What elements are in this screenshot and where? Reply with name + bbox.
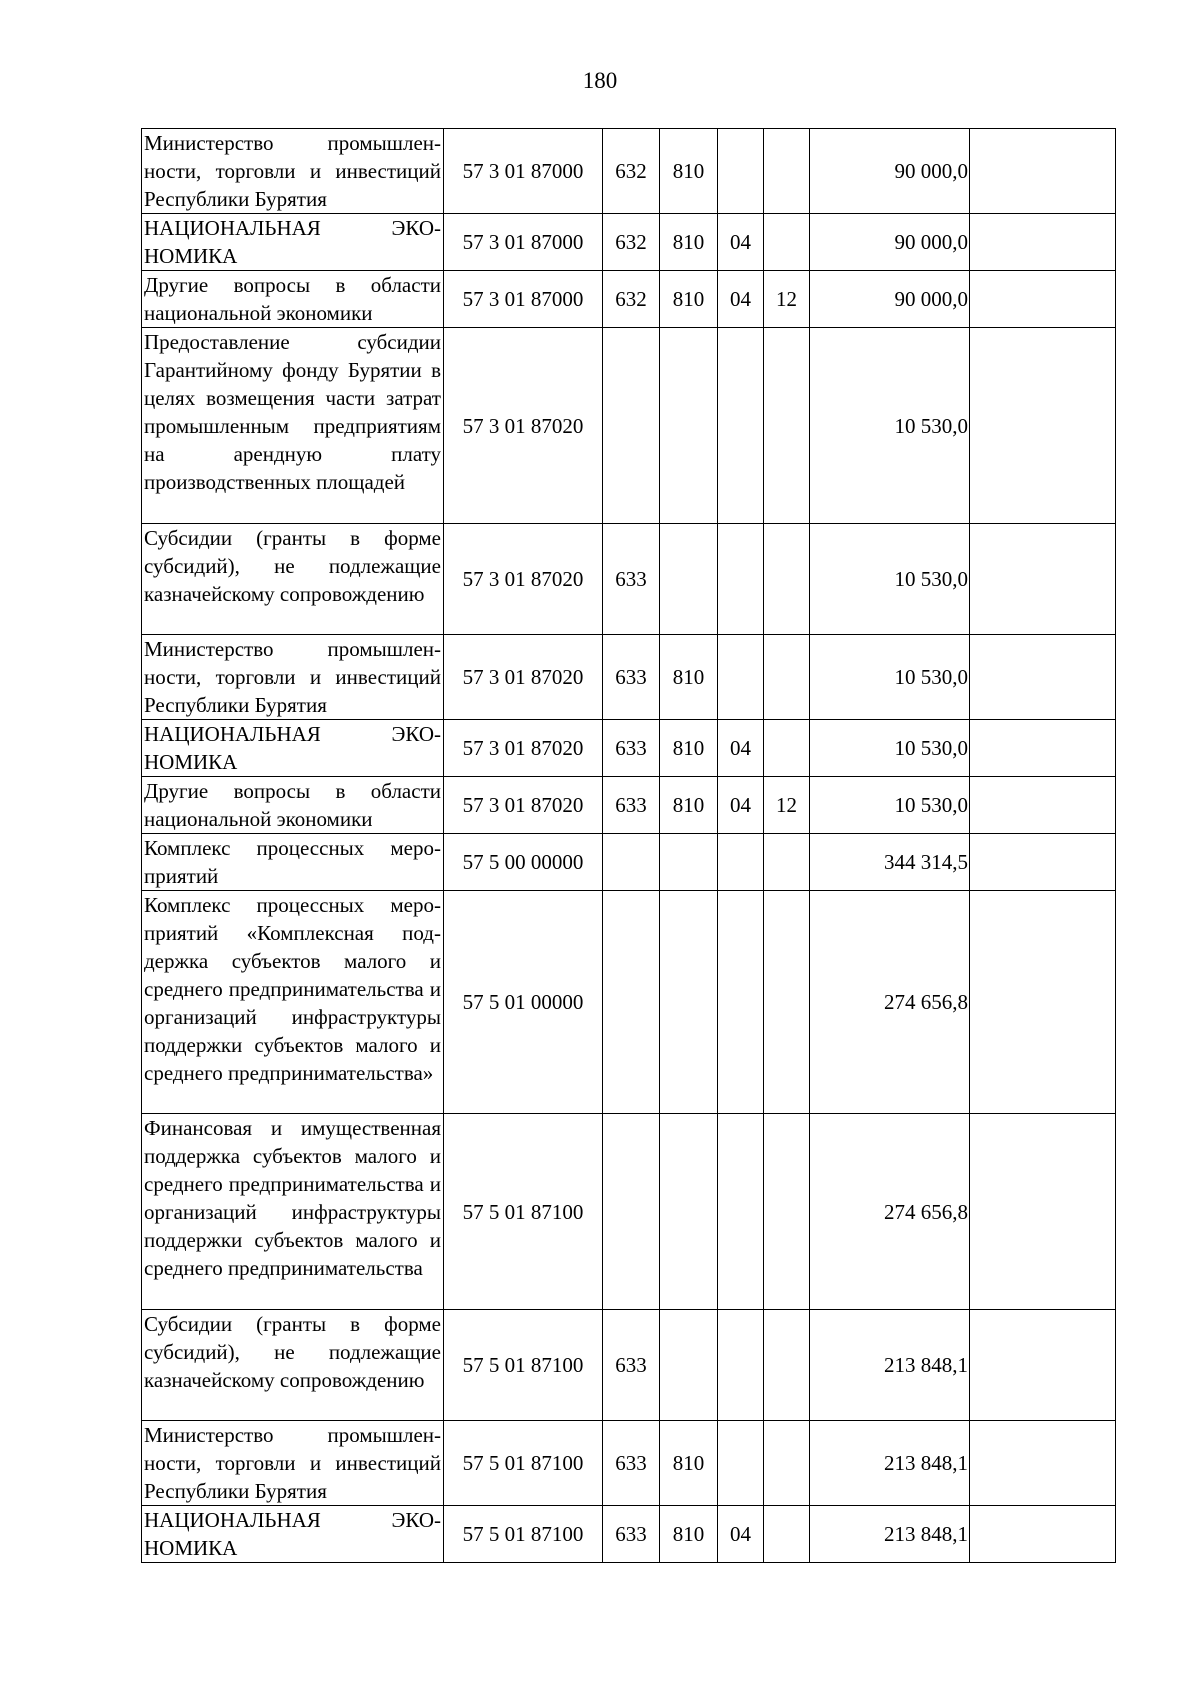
row-administrator-code: 810 [660, 214, 718, 271]
row-empty-cell [970, 214, 1116, 271]
table-row [142, 328, 1116, 524]
row-amount: 213 848,1 [810, 1310, 970, 1421]
row-amount: 10 530,0 [810, 720, 970, 777]
row-amount: 10 530,0 [810, 635, 970, 720]
row-section: 04 [718, 1506, 764, 1563]
row-expense-type: 633 [603, 1310, 660, 1421]
row-name: Министерство промышленности, торговли и инвестиций Республики Бурятия [142, 1421, 444, 1506]
row-amount: 213 848,1 [810, 1506, 970, 1563]
row-subsection [764, 1114, 810, 1310]
row-expense-type: 632 [603, 214, 660, 271]
row-expense-type: 632 [603, 271, 660, 328]
row-subsection [764, 1421, 810, 1506]
row-administrator-code: 810 [660, 720, 718, 777]
row-section [718, 891, 764, 1114]
row-subsection [764, 1310, 810, 1421]
page-number: 180 [582, 68, 618, 93]
row-empty-cell [970, 271, 1116, 328]
row-section [718, 635, 764, 720]
row-expense-type: 633 [603, 777, 660, 834]
row-administrator-code: 810 [660, 1506, 718, 1563]
table-row [142, 891, 1116, 1114]
row-name: Субсидии (гранты в форме субсидий), не подлежащие казначейскому сопровождению [142, 524, 444, 635]
row-target-code: 57 5 01 87100 [444, 1421, 603, 1506]
row-name: Министерство промышленности, торговли и инвестиций Республики Бурятия [142, 129, 444, 214]
row-subsection: 12 [764, 271, 810, 328]
table-row [142, 271, 1116, 328]
row-target-code: 57 5 01 00000 [444, 891, 603, 1114]
table-row [142, 1506, 1116, 1563]
table-body [142, 129, 1116, 1563]
row-name: Финансовая и имущественная поддержка субъектов малого и среднего предпринимательства и организаций инфраструктуры поддержки субъектов малого и среднего предпринимательства [142, 1114, 444, 1310]
table-row [142, 214, 1116, 271]
row-amount: 10 530,0 [810, 328, 970, 524]
row-empty-cell [970, 834, 1116, 891]
row-administrator-code [660, 1114, 718, 1310]
row-target-code: 57 5 01 87100 [444, 1310, 603, 1421]
row-amount: 213 848,1 [810, 1421, 970, 1506]
row-subsection [764, 635, 810, 720]
row-administrator-code: 810 [660, 129, 718, 214]
row-section: 04 [718, 271, 764, 328]
table-row [142, 1421, 1116, 1506]
row-administrator-code: 810 [660, 271, 718, 328]
table-row [142, 834, 1116, 891]
row-expense-type: 633 [603, 1506, 660, 1563]
table-row [142, 524, 1116, 635]
row-amount: 10 530,0 [810, 777, 970, 834]
row-amount: 344 314,5 [810, 834, 970, 891]
row-name: НАЦИОНАЛЬНАЯ ЭКОНОМИКА [142, 1506, 444, 1563]
row-expense-type [603, 834, 660, 891]
row-expense-type: 632 [603, 129, 660, 214]
row-name: Субсидии (гранты в форме субсидий), не подлежащие казначейскому сопровождению [142, 1310, 444, 1421]
row-subsection [764, 1506, 810, 1563]
row-administrator-code: 810 [660, 1421, 718, 1506]
row-target-code: 57 3 01 87000 [444, 214, 603, 271]
budget-table [141, 128, 1116, 1563]
row-amount: 90 000,0 [810, 271, 970, 328]
row-target-code: 57 3 01 87020 [444, 720, 603, 777]
row-subsection: 12 [764, 777, 810, 834]
row-section [718, 524, 764, 635]
row-expense-type [603, 328, 660, 524]
row-section [718, 1114, 764, 1310]
row-target-code: 57 5 00 00000 [444, 834, 603, 891]
row-administrator-code [660, 834, 718, 891]
row-administrator-code: 810 [660, 635, 718, 720]
row-target-code: 57 5 01 87100 [444, 1114, 603, 1310]
row-expense-type: 633 [603, 720, 660, 777]
row-amount: 90 000,0 [810, 129, 970, 214]
row-expense-type: 633 [603, 1421, 660, 1506]
row-section: 04 [718, 777, 764, 834]
row-target-code: 57 3 01 87000 [444, 271, 603, 328]
row-target-code: 57 3 01 87020 [444, 524, 603, 635]
table-row [142, 635, 1116, 720]
row-subsection [764, 524, 810, 635]
row-target-code: 57 3 01 87020 [444, 328, 603, 524]
row-expense-type [603, 891, 660, 1114]
row-empty-cell [970, 635, 1116, 720]
row-name: Комплекс процессных мероприятий [142, 834, 444, 891]
row-section [718, 328, 764, 524]
row-amount: 274 656,8 [810, 891, 970, 1114]
row-expense-type: 633 [603, 524, 660, 635]
row-section [718, 834, 764, 891]
row-administrator-code [660, 524, 718, 635]
row-subsection [764, 720, 810, 777]
row-subsection [764, 834, 810, 891]
row-subsection [764, 328, 810, 524]
row-empty-cell [970, 1114, 1116, 1310]
row-empty-cell [970, 524, 1116, 635]
row-section: 04 [718, 720, 764, 777]
table-row [142, 720, 1116, 777]
table-row [142, 1114, 1116, 1310]
row-target-code: 57 3 01 87020 [444, 635, 603, 720]
row-subsection [764, 891, 810, 1114]
row-administrator-code [660, 891, 718, 1114]
row-expense-type [603, 1114, 660, 1310]
row-expense-type: 633 [603, 635, 660, 720]
row-target-code: 57 3 01 87000 [444, 129, 603, 214]
row-section: 04 [718, 214, 764, 271]
row-subsection [764, 129, 810, 214]
table-row [142, 129, 1116, 214]
row-empty-cell [970, 891, 1116, 1114]
row-administrator-code: 810 [660, 777, 718, 834]
row-name: Другие вопросы в области национальной экономики [142, 271, 444, 328]
row-empty-cell [970, 129, 1116, 214]
row-amount: 10 530,0 [810, 524, 970, 635]
row-target-code: 57 5 01 87100 [444, 1506, 603, 1563]
row-empty-cell [970, 328, 1116, 524]
row-name: НАЦИОНАЛЬНАЯ ЭКОНОМИКА [142, 214, 444, 271]
row-empty-cell [970, 777, 1116, 834]
row-section [718, 1310, 764, 1421]
row-target-code: 57 3 01 87020 [444, 777, 603, 834]
table-row [142, 777, 1116, 834]
row-section [718, 1421, 764, 1506]
row-administrator-code [660, 328, 718, 524]
row-subsection [764, 214, 810, 271]
row-empty-cell [970, 1506, 1116, 1563]
row-name: НАЦИОНАЛЬНАЯ ЭКОНОМИКА [142, 720, 444, 777]
row-amount: 90 000,0 [810, 214, 970, 271]
row-name: Комплекс процессных мероприятий «Комплексная поддержка субъектов малого и среднего предпринимательства и организаций инфраструктуры поддержки субъектов малого и среднего предпринимательства» [142, 891, 444, 1114]
row-empty-cell [970, 720, 1116, 777]
row-empty-cell [970, 1310, 1116, 1421]
row-empty-cell [970, 1421, 1116, 1506]
row-administrator-code [660, 1310, 718, 1421]
row-name: Министерство промышленности, торговли и инвестиций Республики Бурятия [142, 635, 444, 720]
row-name: Предоставление субсидии Гарантийному фонду Бурятии в целях возмещения части затрат промышленным предприятиям на арендную плату производственных площадей [142, 328, 444, 524]
table-row [142, 1310, 1116, 1421]
row-section [718, 129, 764, 214]
row-name: Другие вопросы в области национальной экономики [142, 777, 444, 834]
row-amount: 274 656,8 [810, 1114, 970, 1310]
